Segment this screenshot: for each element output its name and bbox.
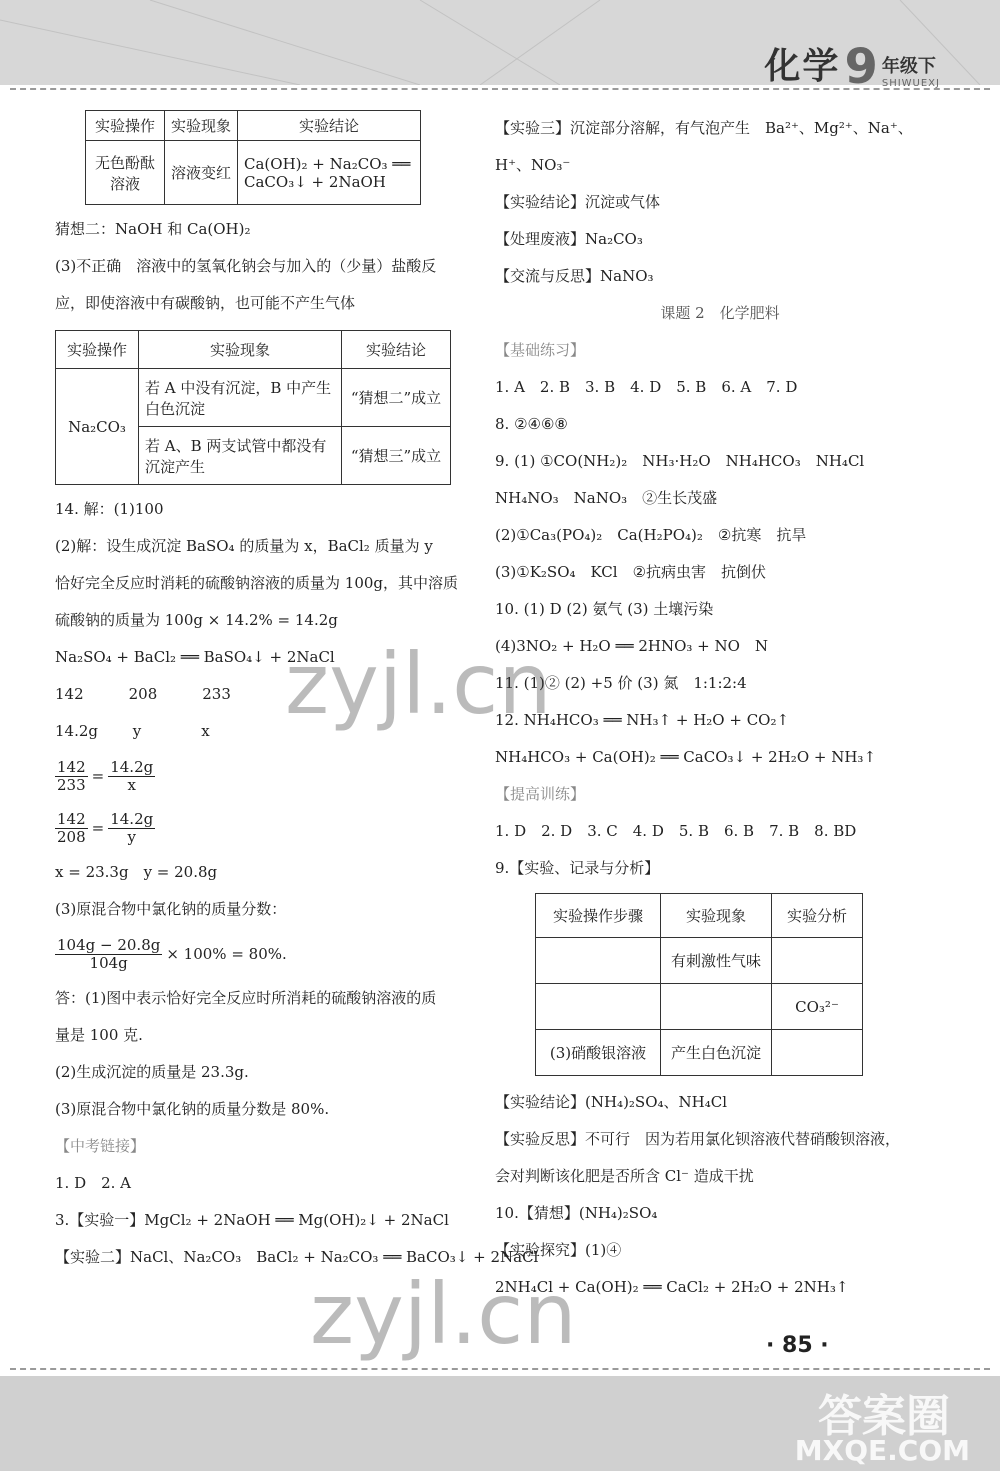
fraction-denominator: y	[127, 827, 136, 846]
fraction-denominator: 208	[57, 827, 86, 846]
text-line: 量是 100 克.	[55, 1026, 143, 1044]
equation-line: 【实验二】NaCl、Na₂CO₃ BaCl₂ + Na₂CO₃ ══ BaCO₃↓ + 2NaCl	[55, 1248, 539, 1266]
text-line: x = 23.3g y = 20.8g	[55, 863, 218, 881]
table-cell	[772, 938, 863, 984]
text-line: (3)不正确 溶液中的氢氧化钠会与加入的（少量）盐酸反	[55, 257, 437, 275]
table-header: 实验操作	[86, 111, 165, 141]
text-line: 【实验反思】不可行 因为若用氯化钡溶液代替硝酸钡溶液，	[495, 1130, 901, 1148]
equation-line: 2NH₄Cl + Ca(OH)₂ ══ CaCl₂ + 2H₂O + 2NH₃↑	[495, 1278, 849, 1296]
equation-line: 12. NH₄HCO₃ ══ NH₃↑ + H₂O + CO₂↑	[495, 711, 790, 729]
text-line: 【处理废液】Na₂CO₃	[495, 230, 643, 248]
fraction-denominator: 104g	[89, 953, 128, 972]
section-heading: 【中考链接】	[55, 1137, 146, 1155]
text-line: H⁺、NO₃⁻	[495, 156, 571, 174]
header-divider	[10, 88, 990, 90]
experiment-table-2	[55, 330, 451, 485]
fraction-denominator: x	[127, 775, 136, 794]
text-line: (2)解：设生成沉淀 BaSO₄ 的质量为 x，BaCl₂ 质量为 y	[55, 537, 433, 555]
footer-divider	[10, 1368, 990, 1370]
text-line: (3)原混合物中氯化钠的质量分数是 80%.	[55, 1100, 330, 1118]
table-header: 实验结论	[342, 331, 451, 369]
text-line: 答：(1)图中表示恰好完全反应时所消耗的硫酸钠溶液的质	[55, 989, 437, 1007]
fraction-numerator: 14.2g	[110, 809, 154, 828]
answer-line: 8. ②④⑥⑧	[495, 415, 568, 433]
text-line: (2)生成沉淀的质量是 23.3g.	[55, 1063, 249, 1081]
experiment-table-1	[85, 110, 421, 205]
table-cell: Na₂CO₃	[56, 369, 139, 485]
text-line: (3)①K₂SO₄ KCl ②抗病虫害 抗倒伏	[495, 563, 767, 581]
text-line: 9.【实验、记录与分析】	[495, 859, 660, 877]
text-line: 【交流与反思】NaNO₃	[495, 267, 654, 285]
text-line: 【实验结论】沉淀或气体	[495, 193, 661, 211]
text-line: NH₄NO₃ NaNO₃ ②生长茂盛	[495, 489, 718, 507]
table-cell: 若 A 中没有沉淀，B 中产生白色沉淀	[139, 369, 342, 427]
table-header: 实验现象	[165, 111, 238, 141]
text-line: 恰好完全反应时消耗的硫酸钠溶液的质量为 100g，其中溶质	[55, 574, 459, 592]
table-cell: (3)硝酸银溶液	[536, 1030, 661, 1076]
text-line: (2)①Ca₃(PO₄)₂ Ca(H₂PO₄)₂ ②抗寒 抗旱	[495, 526, 807, 544]
table-header: 实验现象	[139, 331, 342, 369]
text-line: 10.【猜想】(NH₄)₂SO₄	[495, 1204, 658, 1222]
table-cell: 有刺激性气味	[661, 938, 772, 984]
table-header: 实验操作步骤	[536, 894, 661, 938]
table-cell: “猜想二”成立	[342, 369, 451, 427]
text-line: 【实验探究】(1)④	[495, 1241, 622, 1259]
page-footer	[0, 1376, 1000, 1471]
text-line: 应，即使溶液中有碳酸钠，也可能不产生气体	[55, 294, 356, 312]
table-cell: 若 A、B 两支试管中都没有沉淀产生	[139, 427, 342, 485]
table-header: 实验结论	[238, 111, 421, 141]
fraction-numerator: 142	[57, 809, 86, 828]
percentage-formula	[55, 928, 475, 980]
fraction-numerator: 14.2g	[110, 757, 154, 776]
text-line: 硫酸钠的质量为 100g × 14.2% = 14.2g	[55, 611, 338, 629]
table-cell: CO₃²⁻	[772, 984, 863, 1030]
fraction-numerator: 104g − 20.8g	[57, 935, 161, 954]
text-line: 1. D 2. A	[55, 1174, 132, 1192]
grade-label: 年级下	[881, 56, 936, 77]
watermark-url: MXQE.COM	[794, 1434, 970, 1467]
text-line: 9. (1) ①CO(NH₂)₂ NH₃·H₂O NH₄HCO₃ NH₄Cl	[495, 452, 865, 470]
text-line: (3)原混合物中氯化钠的质量分数：	[55, 900, 287, 918]
pinyin-label: SHIWUEXJ	[881, 78, 940, 89]
watermark-logo: 答案圈	[818, 1391, 950, 1442]
text-line: 【实验三】沉淀部分溶解，有气泡产生 Ba²⁺、Mg²⁺、Na⁺、	[495, 119, 913, 137]
table-cell: “猜想三”成立	[342, 427, 451, 485]
page-header	[0, 0, 1000, 95]
fraction-denominator: 233	[57, 775, 86, 794]
subject-brand	[764, 38, 940, 95]
table-header: 实验分析	[772, 894, 863, 938]
right-column	[495, 110, 945, 1306]
watermark: zyjl.cn	[285, 635, 552, 733]
proportion-1: $\frac{142}{233}$ = $\frac{14.2g}{x}$	[57, 757, 154, 794]
fraction-numerator: 142	[57, 757, 86, 776]
grade-number: 9	[844, 39, 878, 95]
text-line: 10. (1) D (2) 氨气 (3) 土壤污染	[495, 600, 714, 618]
experiment-table-3	[535, 893, 863, 1076]
table-cell	[772, 1030, 863, 1076]
page-number: · 85 ·	[766, 1333, 829, 1358]
text-line: 14.2g y x	[55, 722, 210, 740]
table-header: 实验现象	[661, 894, 772, 938]
watermark: zyjl.cn	[310, 1265, 577, 1363]
table-cell	[661, 984, 772, 1030]
text-line: 【实验结论】(NH₄)₂SO₄、NH₄Cl	[495, 1093, 728, 1111]
equation-line: NH₄HCO₃ + Ca(OH)₂ ══ CaCO₃↓ + 2H₂O + NH₃↑	[495, 748, 877, 766]
answer-line: 1. D 2. D 3. C 4. D 5. B 6. B 7. B 8. BD	[495, 822, 857, 840]
text-line: 142 208 233	[55, 685, 231, 703]
equation-line: Na₂SO₄ + BaCl₂ ══ BaSO₄↓ + 2NaCl	[55, 648, 335, 666]
table-cell	[536, 984, 661, 1030]
text-line: 猜想二：NaOH 和 Ca(OH)₂	[55, 220, 251, 238]
equation-line: 3.【实验一】MgCl₂ + 2NaOH ══ Mg(OH)₂↓ + 2NaCl	[55, 1211, 449, 1229]
formula-tail: × 100% = 80%.	[166, 945, 287, 963]
text-line: 11. (1)② (2) +5 价 (3) 氮 1:1:2:4	[495, 674, 747, 692]
text-line: 14. 解：(1)100	[55, 500, 164, 518]
text-line: 会对判断该化肥是否所含 Cl⁻ 造成干扰	[495, 1167, 754, 1185]
table-cell: Ca(OH)₂ + Na₂CO₃ ══ CaCO₃↓ + 2NaOH	[238, 141, 421, 205]
equation-line: (4)3NO₂ + H₂O ══ 2HNO₃ + NO N	[495, 637, 769, 655]
table-header: 实验操作	[56, 331, 139, 369]
table-cell	[536, 938, 661, 984]
table-cell: 产生白色沉淀	[661, 1030, 772, 1076]
proportion-2: $\frac{142}{208}$ = $\frac{14.2g}{y}$	[57, 809, 154, 846]
subject-title: 化学	[764, 46, 841, 87]
answer-line: 1. A 2. B 3. B 4. D 5. B 6. A 7. D	[495, 378, 798, 396]
section-heading: 【提高训练】	[495, 785, 586, 803]
table-cell: 无色酚酞溶液	[86, 141, 165, 205]
lesson-title: 课题 2 化学肥料	[660, 304, 780, 322]
section-heading: 【基础练习】	[495, 341, 586, 359]
table-cell: 溶液变红	[165, 141, 238, 205]
